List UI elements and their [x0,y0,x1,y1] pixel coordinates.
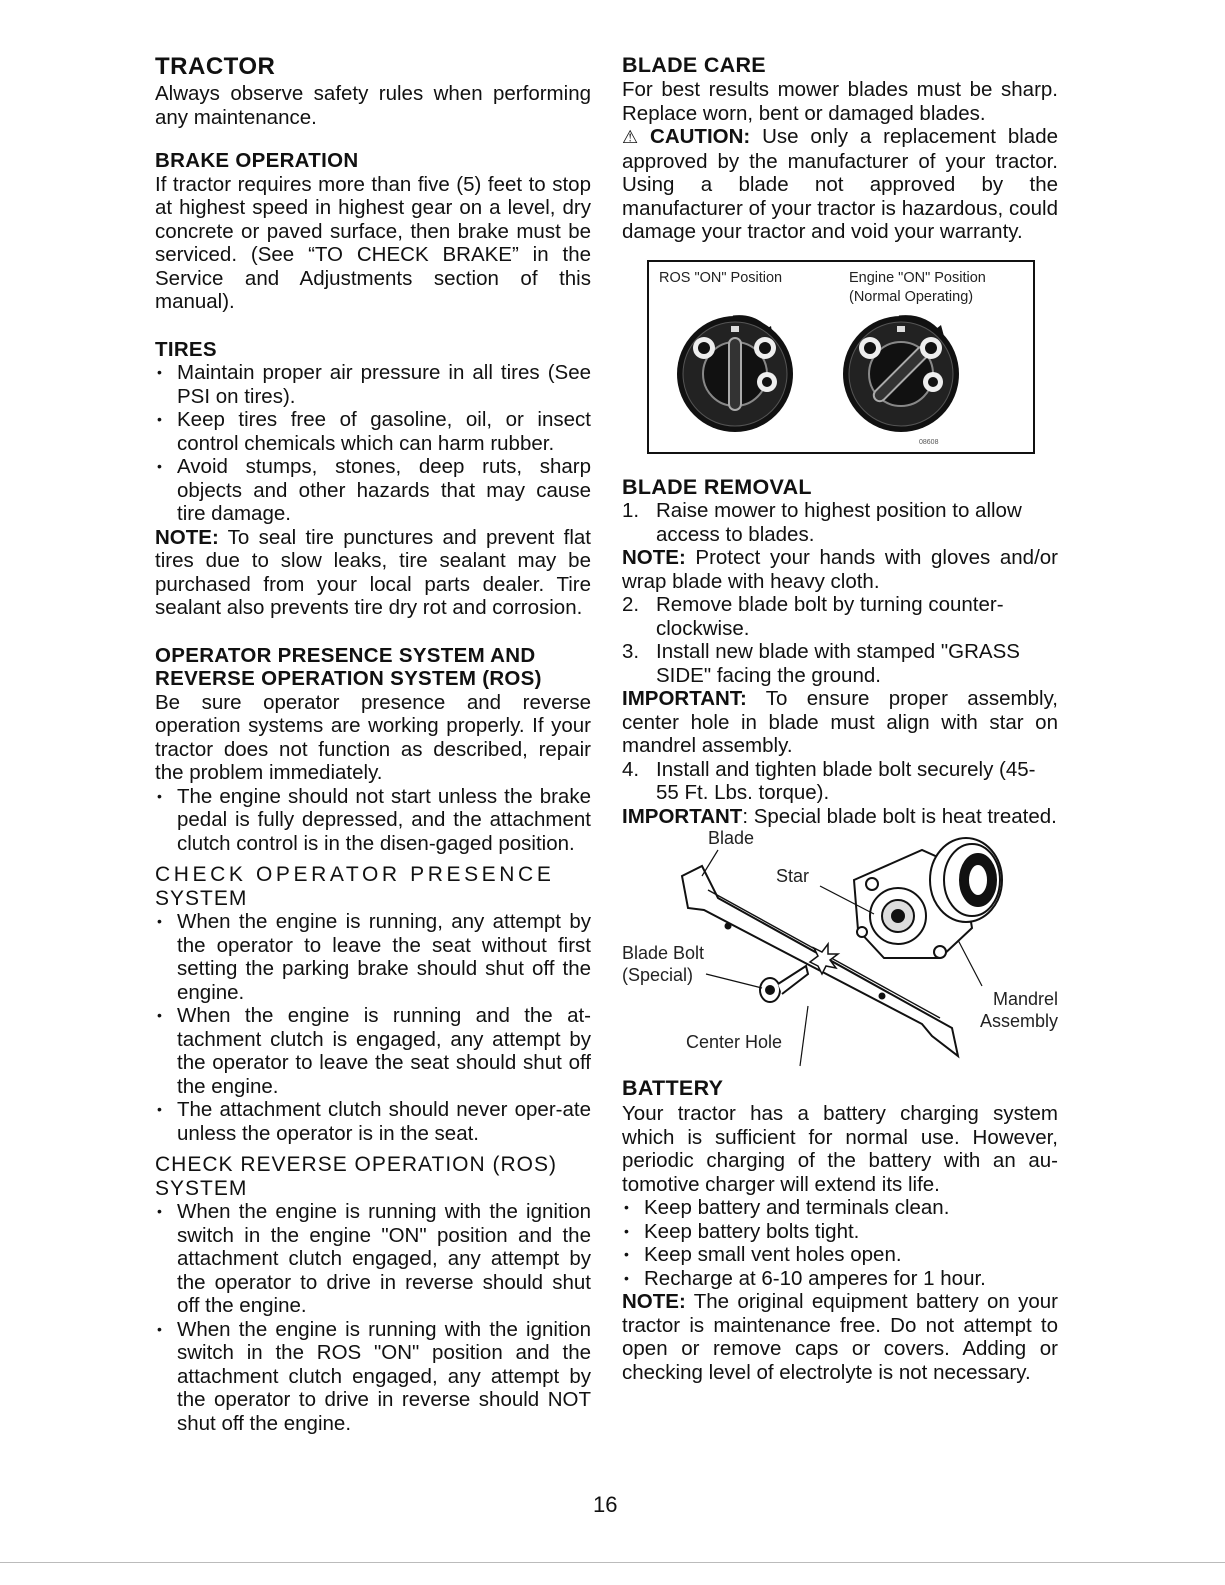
engine-on-label: Engine "ON" Position [849,269,986,286]
note-label: NOTE: [622,546,686,569]
right-column [622,52,1058,1384]
ops-heading-line2: REVERSE OPERATION SYSTEM (ROS) [155,667,542,690]
blade-removal-heading: BLADE REMOVAL [622,474,812,499]
ops-text: Be sure operator presence and reverse operation systems are working properly. If your tractor does not function as described, repair the problem immediately. [155,690,591,784]
warning-triangle-icon: ⚠ [622,127,639,147]
blade-removal-steps-b [622,593,1058,687]
tires-list [155,361,591,526]
battery-list [622,1196,1058,1290]
battery-text: Your tractor has a battery charging system which is sufficient for normal use. However, periodic charging of the battery with an au-tomotive charger will extend its life. [622,1102,1058,1196]
battery-note: NOTE: The original equipment battery on your tractor is maintenance free. Do not attempt to open or remove caps or covers. Adding or checking level of electrolyte is not necessary. [622,1290,1058,1384]
list-item: 4. Install and tighten blade bolt securely (45-55 Ft. Lbs. torque). [622,757,1036,804]
blade-bolt-label: Blade Bolt (Special) [622,943,705,985]
normal-operating-label: (Normal Operating) [849,288,974,305]
check-operator-list [155,910,591,1145]
blade-removal-steps-c [622,758,1058,805]
ros-switch-icon [677,316,793,432]
check-ros-list [155,1200,591,1435]
brake-heading: BRAKE OPERATION [155,149,359,172]
check-operator-heading-line2: SYSTEM [155,886,248,910]
list-item: • Keep tires free of gasoline, oil, or insect control chemicals which can harm rubber. [155,408,591,455]
caution-label: CAUTION: [650,125,751,148]
list-item: • When the engine is running with the ignition switch in the engine "ON" position and the attachment clutch engaged, any attempt by the operator to drive in reverse should shut off the engine. [155,1200,591,1318]
blade-assembly-figure [622,828,1058,1074]
check-operator-heading-line1: CHECK OPERATOR PRESENCE [155,863,555,886]
list-item: • When the engine is running with the ignition switch in the ROS "ON" position and the attachment clutch engaged, any attempt by the operator to drive in reverse should NOT shut off the engine. [155,1318,591,1436]
caution-text: Use only a replacement blade approved by the manufacturer of your tractor. Using a blade not approved by the manufacturer of your tractor is hazardous, could damage your tractor and void your warranty. [622,125,1058,243]
caution-paragraph [622,125,1058,244]
list-item: • The attachment clutch should never oper-ate unless the operator is in the seat. [155,1098,591,1145]
brake-text: If tractor requires more than five (5) feet to stop at highest speed in highest gear on a level, dry concrete or paved surface, then brake must be serviced. (See “TO CHECK BRAKE” in the Service and Adjustments section of this manual). [155,172,591,313]
list-item: • Keep battery bolts tight. [622,1220,1058,1244]
list-item: 3. Install new blade with stamped "GRASS SIDE" facing the ground. [622,640,1020,687]
ros-on-label: ROS "ON" Position [659,269,783,286]
note-label: NOTE: [155,525,219,549]
list-item: • Keep small vent holes open. [622,1243,1058,1267]
blade-bolt-icon [760,966,808,1002]
mandrel-assembly-icon [854,838,1002,958]
ops-list [155,785,591,856]
page-bottom-edge [0,1562,1225,1563]
star-label: Star [776,866,810,886]
list-item: • When the engine is running and the at-tachment clutch is engaged, any attempt by the operator to leave the seat should shut off the engine. [155,1004,591,1098]
list-item: • When the engine is running, any attempt by the operator to leave the seat without first setting the parking brake should shut off the engine. [155,910,591,1004]
important-note-2: IMPORTANT: Special blade bolt is heat treated. [622,804,1057,828]
mandrel-assembly-label: Mandrel Assembly [979,989,1058,1031]
blade-removal-steps-a [622,499,1058,546]
blade-care-heading: BLADE CARE [622,53,766,77]
list-item: 2. Remove blade bolt by turning counter-clockwise. [622,593,1004,640]
ignition-switch-drawing [649,262,1033,452]
engine-on-switch-icon [843,316,959,432]
ops-heading-line1: OPERATOR PRESENCE SYSTEM AND [155,643,536,667]
list-item: • Maintain proper air pressure in all tires (See PSI on tires). [155,361,591,408]
tractor-heading: TRACTOR [155,53,276,80]
tires-heading: TIRES [155,337,217,361]
tractor-text: Always observe safety rules when performing any maintenance. [155,82,591,129]
list-item: • Avoid stumps, stones, deep ruts, sharp objects and other hazards that may cause tire damage. [155,455,591,526]
check-ros-heading-line2: SYSTEM [155,1176,248,1200]
tires-note [155,526,591,620]
list-item: • Keep battery and terminals clean. [622,1196,1058,1220]
figure-code: 08608 [919,438,939,446]
center-hole-label: Center Hole [686,1032,783,1052]
page-number: 16 [593,1492,618,1517]
important-note-1: IMPORTANT: To ensure proper assembly, center hole in blade must align with star on mandrel assembly. [622,687,1058,757]
check-ros-heading-line1: CHECK REVERSE OPERATION (ROS) [155,1153,557,1176]
list-item: • The engine should not start unless the brake pedal is fully depressed, and the attachment clutch control is in the disen-gaged position. [155,785,591,856]
list-item: • Recharge at 6-10 amperes for 1 hour. [622,1267,1058,1291]
note-text: To seal tire punctures and prevent flat tires due to slow leaks, tire sealant may be purchased from your local parts dealer. Tire sealant also prevents tire dry rot and corrosion. [155,525,591,619]
list-item: 1. Raise mower to highest position to allow access to blades. [622,499,1022,546]
ignition-switch-figure [647,260,1035,454]
battery-heading: BATTERY [622,1076,724,1100]
blade-care-text: For best results mower blades must be sharp. Replace worn, bent or damaged blades. [622,78,1058,125]
left-column [155,52,591,1435]
removal-note: NOTE: Protect your hands with gloves and/or wrap blade with heavy cloth. [622,546,1058,593]
blade-label: Blade [708,828,755,848]
